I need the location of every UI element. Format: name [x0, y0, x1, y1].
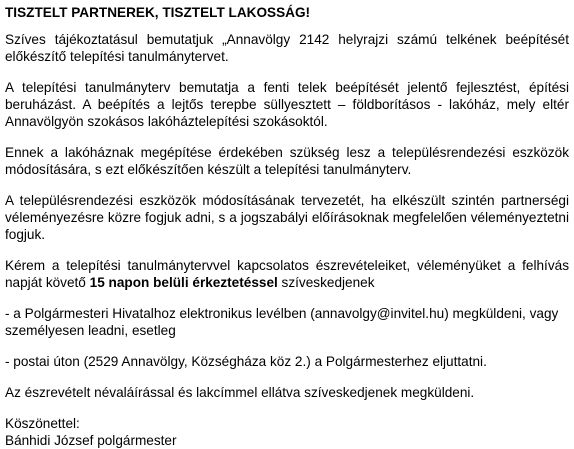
intro-paragraph: Szíves tájékoztatásul bemutatjuk „Annavölgy 2142 helyrajzi számú telkének beépítését előkészítő telepítési tanulmánytervet. [5, 32, 569, 64]
notice-title: TISZTELT PARTNEREK, TISZTELT LAKOSSÁG! [5, 5, 311, 20]
request-text-end: szíveskedjenek [277, 275, 375, 290]
postal-option-paragraph: - postai úton (2529 Annavölgy, Községháza köz 2.) a Polgármesterhez eljuttatni. [5, 354, 487, 369]
signature-line: Bánhidi József polgármester [5, 433, 177, 448]
email-option-paragraph: - a Polgármesteri Hivatalhoz elektronikus levélben (annavolgy@invitel.hu) megküldeni, vagy személyesen leadni, esetleg [5, 306, 559, 338]
plan-description-paragraph: A telepítési tanulmányterv bemutatja a fenti telek beépítését jelentő fejlesztést, építési beruházást. A beépítés a lejtős terepbe süllyesztett – földborításos - lakóház, mely eltér Annavölgyön szokásos lakóháztelepítési szokásoktól. [5, 80, 569, 129]
request-text-start: Kérem a telepítési tanulmánytervvel kapcsolatos észrevételeiket, véleményüket a felhívás napját követő [5, 258, 569, 290]
signature-requirement-paragraph: Az észrevételt névaláírással és lakcímmel ellátva szíveskedjenek megküldeni. [5, 385, 475, 400]
consultation-paragraph: A településrendezési eszközök módosításának tervezetét, ha elkészült szintén partnerségi véleményezésre közre fogjuk adni, s a jogszabályi előírásoknak megfelelően véleményeztetni fogjuk. [5, 193, 569, 242]
amendment-paragraph: Ennek a lakóháznak megépítése érdekében szükség lesz a településrendezési eszközök módosítására, s ezt előkészítően készült a telepítési tanulmányterv. [5, 145, 569, 177]
deadline-text: 15 napon belüli érkeztetéssel [89, 275, 278, 290]
request-paragraph [5, 257, 569, 291]
closing-greeting: Köszönettel: [5, 416, 80, 431]
closing-block [5, 415, 569, 449]
